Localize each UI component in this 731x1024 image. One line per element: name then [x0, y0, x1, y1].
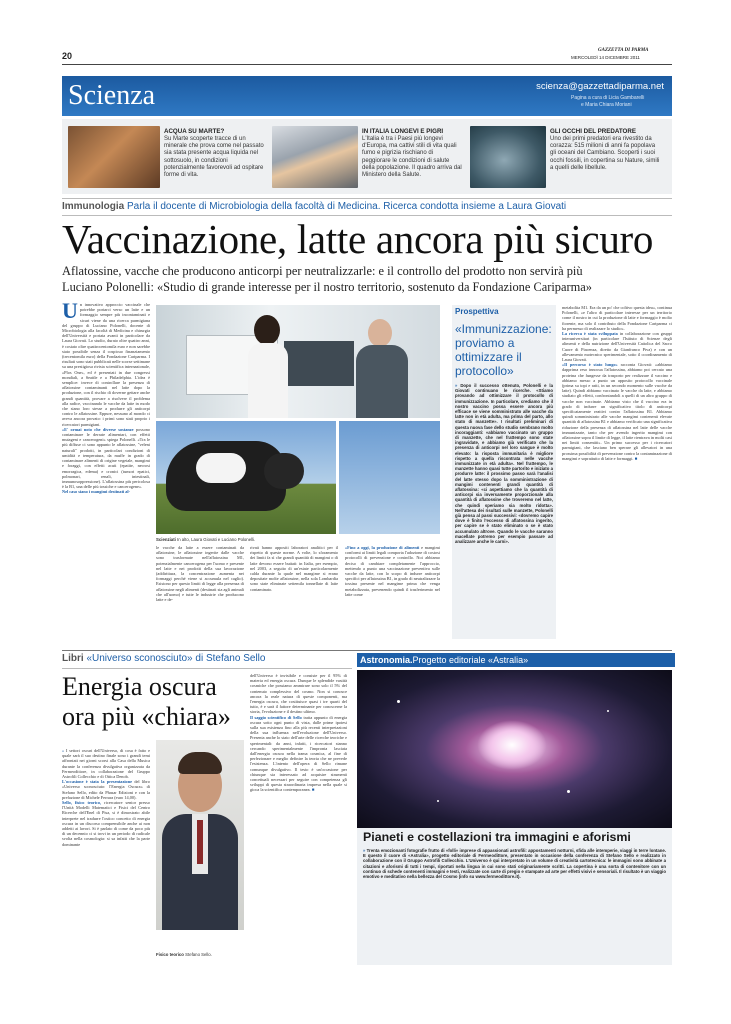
- book-lead-b: L'occasione è stata la presentazione: [62, 779, 132, 785]
- teaser-image-mars: [68, 126, 160, 188]
- section-credit-2: e Maria Chiara Moriani: [581, 102, 632, 108]
- right-text-2: in collaborazione con gruppi interuniversitari (in particolare l'Istituto di Scienze degli alimenti e della nutrizione dell'Università Cattolica del Sacro Cuore di Piacenza, diretto da Gianfranco Piva) e con un allevamento motecnico sperimentale, sotto il coordinamento di Laura Giovati.: [562, 331, 672, 363]
- main-col1-lead2: «E' ormai noto che diverse sostanze: [62, 426, 134, 432]
- main-kicker-label: Immunologia: [62, 201, 125, 212]
- book-text-e: tratta appunto di energia oscura sotto ogni punto di vista, dalle prime ipotesi sulla sua esistenza fino alla più recenti interpretazioni della sua influenza nell'evoluzione dell'Universo. Presenta anche lo stato dell'arte delle ricerche teoriche e sperimentali: da anni, infatti, i ricercatori stanno cercando sperimentalmente l'impronta lasciata dall'energia oscura nella trama cosmica, al fine di perfezionare e meglio definire la teoria che ne prevede l'esistenza. L'intento dell'opera di Sello rimane comunque divulgativo. Il testo è un'occasione per chiunque sia interessato ad acquisire strumenti concettuali necessari per seguire con competenza gli sviluppi di questa straordinaria impresa nella quale si gioca la scientifica contemporanea.: [250, 714, 347, 793]
- photo-sky: [339, 421, 440, 534]
- teaser-text-2: L'Italia è tra i Paesi più longevi d'Europa, ma cattivi stili di vita quali fumo e pigrizia rischiano di peggiorare le condizioni di salute della popolazione. Il quadro arriva dal Ministero della Salute.: [362, 136, 462, 179]
- book-text-b: del libro «Universo sconosciuto: l'Energia Oscura» di Stefano Sello, edito da Phasar Edizioni e con la prefazione di Michele Ferrara (euro 14,00).: [62, 779, 150, 800]
- main-kicker-text: Parla il docente di Microbiologia della facoltà di Medicina. Ricerca condotta insieme a Laura Giovati: [127, 201, 567, 212]
- astro-box: [357, 653, 672, 965]
- book-photo-caption-label: Fisico teorico: [156, 952, 184, 957]
- double-chevron-icon: »: [62, 748, 65, 753]
- book-kicker-text: «Universo sconosciuto» di Stefano Sello: [86, 653, 266, 664]
- main-headline: Vaccinazione, latte ancora più sicuro: [62, 216, 654, 262]
- teaser-title-3: GLI OCCHI DEL PREDATORE: [550, 128, 636, 135]
- teaser-text-1: Su Marte scoperte tracce di un minerale che prova come nel passato sia stata presente acqua liquida nel sottosuolo, in condizioni potenzialmente favorevoli ad ospitare forme di vita.: [164, 136, 264, 179]
- main-column-2: le vacche da latte a essere contaminati da aflatossine, le aflatossine ingerite dalle vacche sono trasformate nell'aflatossina M1, potenzialmente cancerogena per l'uomo e presente nel latte e nei prodotti della sua lavorazione (addirittura, la concentrazione aumenta nei formaggi perché viene si accumula nel caglio). Esistono per questo limiti di legge alla presenza di aflatossine negli alimenti (destinati sia agli animali che all'uomo) e tutte le industrie che producono latte e de-: [156, 545, 244, 603]
- photo-caption: [156, 537, 255, 542]
- photo-scientists: [156, 305, 440, 418]
- prospettiva-box: [452, 305, 556, 639]
- teaser-image-predator: [470, 126, 546, 188]
- astro-kicker-text: Progetto editoriale «Astralia»: [412, 655, 529, 665]
- book-kicker-label: Libri: [62, 653, 84, 664]
- astro-title: Pianeti e costellazioni tra immagini e aforismi: [363, 830, 631, 844]
- prospettiva-label: Prospettiva: [455, 307, 499, 316]
- section-band: [62, 76, 672, 116]
- main-col1-p1: n innovativo approccio vaccinale che potrebbe portarci verso un latte e un formaggio sempre più incontaminati e sicuri viene da una ricerca parmigiana del gruppo di Luciano Polonelli, docente di Microbiologia alla facoltà di Medicina e chirurgia dell'Università e portata avanti in particolare da Laura Giovati. Lo studio, durato oltre quattro anni, è costato oltre quattrocentomila euro e non sarebbe stato possibile senza il cospicuo finanziamento (trecentomila euro) della Fondazione Cariparma. I risultati sono stati pubblicati nelle scorse settimane su una prestigiosa rivista scientifica internazionale, «Plos One», ed è presentati in due congressi mondiali, a Seattle e a Philadelphia. L'idea è semplice: invece di controllare la presenza di aflatossine contaminanti nel latte dopo la produzione, con il rischio di doverne gettare anche grandi quantità, provare a risolvere il problema alla radice, vaccinando le vacche da latte in modo che siano loro stesse a produrre gli anticorpi contro le aflatossine. Eppure, nessuno al mondo ci aveva ancora provato: i primi sono stati proprio i ricercatori parmigiani.: [62, 302, 150, 427]
- double-chevron-icon: »: [455, 383, 458, 388]
- prospettiva-quote: «Immunizzazione: proviamo a ottimizzare il protocollo»: [455, 322, 552, 378]
- book-lead-c: Sello, fisico teorico,: [62, 800, 102, 806]
- section-credit-1: Pagina a cura di Licia Gambarelli: [571, 95, 645, 101]
- teaser-title-2: IN ITALIA LONGEVI E PIGRI: [362, 128, 444, 135]
- end-mark-icon: ■: [634, 455, 638, 461]
- prospettiva-body: Dopo il successo ottenuto, Polonelli e la Giovati continuano le ricerche. «Stiamo provando ad ottimizzare il protocollo di immunizzazione. In particolare, crediamo che il nostro vaccino possa essere ancora più efficace se viene somministrato alle vacche da latte non in età adulta, ma prima del parto, allo stato di manzette». I risultati preliminari di questa nuova fase dello studio sembrano molto incoraggianti: «abbiamo vaccinato un gruppo di manzette, che nel frattempo sono state ingravidate, e abbiamo già verificato che la presenza di anticorpi nel loro sangue è molto elevato: la risposta immunitaria è migliore rispetto a quella riscontrata nelle vacche immunizzate in età adulta». Nel frattempo, le manzette hanno quasi tutte partorito e iniziato a produrre latte: il prossimo passo sarà l'analisi del latte stesso dopo la somministrazione di mangimi contenenti grandi quantità di aflatossina: «ci aspettiamo che la quantità di anticorpi sia inversamente proporzionale alla quantità di aflatossine che troveremo nel latte, che quindi speriamo sia molto ridotta». Nell'attesa dei risultati sulle manzette, Polonelli già pensa al passi successivi: «dovremo capire dove è finito l'eccesso di aflatossina ingerito, per capire se è stato eliminato o se è stato accumulato altrove. Quando le vacche saranno macellate potremo per esempio passare ad analizzare anche le carni».: [455, 383, 553, 545]
- main-subhead-2: Luciano Polonelli: «Studio di grande interesse per il nostro territorio, sostenuto da Fondazione Cariparma»: [62, 280, 592, 294]
- book-column-1: [62, 748, 150, 964]
- astro-body: Trenta emozionanti fotografie frutto di «folli» imprese di appassionati astrofili: appostamenti notturni, sfida alle intemperie, viaggi in terre lontane. E questo il cuore di «Astralia», progetto editoriale di Fermeodittore, presentato in occasione della conferenza di Stefano Sello e realizzato in collaborazione con il Gruppo Astrofili Collecchio. L'Universo è qui interpretato in un volume di creatività cartotecnica: le immagini sono abbinate a citazioni e aforismi di tutti i tempi, riportati nella lingua in cui sono stati originariamente scritti. La copertina è una sorta di contenitore con un continuo di schede contenenti immagini e testi, realizzate con carte di pregio e stampate ad arte per effetti visivi e sensoriali. Il risultato è un viaggio emotivo e meditativo nella bellezza del Cosmo (info su www.fermeodittore.it).: [363, 848, 666, 880]
- main-subhead-1: Aflatossine, vacche che producono anticorpi per neutralizzarle: e il controllo del prodotto non servirà più: [62, 264, 583, 278]
- right-text-1: metabolita M1. Era da un po' che coltivo questa idea», continua Polonelli, «e l'altro di particolare interesse per un territorio come il nostro in cui la produzione di latte e formaggio è molto fiorente, ma solo il contributo della Fondazione Cariparma ci ha permesso di realizzare lo studio».: [562, 305, 672, 331]
- book-column-2: [250, 673, 347, 965]
- main-kicker: [62, 201, 566, 212]
- book-photo-caption: [156, 952, 212, 957]
- astro-text: [363, 848, 666, 918]
- main-col4-text: e mangimi conformi ai limiti legali comporta l'adozione di costosi protocolli di prevenzione e controllo. Noi abbiamo deciso di cambiare completamente l'approccio, mettendo a punto una vaccinazione preventiva sulle vacche da latte, con lo scopo di indurre anticorpi specifici per aflatossina B1, in grado di neutralizzare la tossina presente nel mangime prima che venga metabolizzata, prevenendo quindi il trasferimento nel latte come: [345, 545, 440, 597]
- main-column-4: [345, 545, 440, 637]
- main-col1-p2: possono contaminare le derrate alimentari, con effetti mutageni e cancerogeni» spiega Polonelli. «Tra le più diffuse ci sono appunto le aflatossine, "veleni naturali" prodotti, in particolari condizioni di umidità e temperatura, da muffe in grado di contaminare alimenti di origine vegetale, mangimi e foraggi, con effetti acuti (epatite, necrosi emorragica, edema) e cronici (tumori epatici, polmonari, renali, intestinali, immunosoppressione). L'aflatossina più pericolosa è la B1, una delle più tossiche e cancerogene».: [62, 426, 150, 490]
- book-text-a: I settori oscuri dell'Universo, di cosa è fatto e quale sarà il suo destino finale sono i grandi temi affrontati nei giorni scorsi alla Casa della Musica durante la conferenza divulgativa organizzata da Fermeodittore, in collaborazione del Gruppo Astrofili Collecchio e di Ottica Denob.: [62, 748, 150, 780]
- right-text-3: racconta Giovati: «abbiamo dapprima reso innocua l'aflatossina, abbiamo poi cercato una proteina che fungesse da trasporto per realizzare il vaccino e abbiamo messo a punto un apposito protocollo vaccinale (prima su topi e ratti, in un secondo momento sulle vacche da latte). Quindi abbiamo vaccinato le vacche da latte, e abbiamo studiato gli effetti, confrontandoli a quelli di un altro gruppo di vacche non vaccinate. Abbiamo visto che il vaccino era in grado di indurre un significativo titolo di anticorpi specificatamente reattivi contro l'aflatossina B1. Abbiamo quindi somministrato alle vacche mangimi contenenti elevate quantità di aflatossina B1 e abbiamo verificato una significativa riduzione della presenza di aflatossina nel latte delle vacche immunizzate, tanto che per avendo ingerito mangimi con aflatossine sopra il limite di legge, il latte rientrava in molti casi nei limiti consentiti». Un primo successo per i ricercatori parmigiani, che lasciano ben sperare gli allevatori in una prossima possibilità di prevenzione contro la contaminazione di mangimi e soprattutto di latte e formaggi.: [562, 362, 672, 461]
- photo-cow: [156, 421, 336, 534]
- right-lead-2: La ricerca è stata sviluppata: [562, 331, 618, 337]
- page-number: 20: [62, 51, 73, 61]
- masthead: GAZZETTA DI PARMA: [598, 48, 649, 53]
- main-column-right: [562, 305, 672, 639]
- double-chevron-icon: »: [363, 848, 366, 853]
- prospettiva-text: [455, 383, 553, 637]
- main-column-3: rivati hanno appositi laboratori analitici per il rispetto di queste norme. A volte, lo sforamento dei limiti fa sì che grandi quantità di mangimi o di latte devono essere buttati: in Italia, per esempio, nel 2003, a seguito di un'estate particolarmente calda durante la quale nel mangime si erano depositate molte aflatossine, nella sola Lombardia sono state eliminate settemila tonnellate di latte contaminato.: [250, 545, 338, 592]
- drop-cap: U: [62, 302, 78, 323]
- astro-text-panel: [357, 828, 672, 965]
- teaser-text-3: Uno dei primi predatori era rivestito da corazza: 515 milioni di anni fa popolava gli oceani del Cambiano. Scoperti i suoi occhi fossili, in copertina su Nature, simili a quelli delle libellule.: [550, 136, 660, 171]
- book-text-c: ricercatore senior presso l'Unità Modelli Matematici e Fisici del Centro Ricerche dell'Enel di Pisa, si è dimostrato abile interprete nel tradurre l'ostico concetto di energia oscura in un discorso comprensibile anche ai non addetti ai lavori. Si è parlato di come da poco più di un decennio ci si trovi in un periodo di radicale svolta nella cosmologia: si sa infatti che la parte dominante: [62, 800, 150, 847]
- main-col4-lead: «Fino a oggi, la produzione di alimenti: [345, 545, 420, 550]
- right-lead-3: «Il percorso è stato lungo»: [562, 362, 618, 368]
- teaser-title-1: ACQUA SU MARTE?: [164, 128, 225, 135]
- book-photo-caption-text: Stefano Sello.: [185, 952, 212, 957]
- book-text-d: dell'Universo è invisibile e consiste per il 95% di materia ed energia oscura. Dunque le splendide vastità cosmiche che possiamo ammirare sono solo il 5% del contenuto complessivo del cosmo. Non si conosce ancora la reale natura di queste componenti, ma l'energia oscura, che costituisce quasi i tre quarti del tutto, è e sarà il fattore determinante per conoscerne la storia, l'evoluzione e il destino ultimo.: [250, 673, 347, 715]
- astro-nebula-image: [357, 670, 672, 828]
- teaser-image-cigarette: [272, 126, 358, 188]
- book-kicker: [62, 653, 265, 664]
- photo-caption-label: Scienziati: [156, 537, 176, 542]
- astro-kicker: [357, 653, 675, 667]
- book-headline-1: Energia oscura: [62, 672, 217, 701]
- book-lead-e: Il saggio scientifico di Sello: [250, 714, 302, 720]
- section-email[interactable]: scienza@gazzettadiparma.net: [536, 81, 664, 92]
- photo-stefano-sello: [156, 740, 244, 930]
- page-date: MERCOLEDÌ 14 DICEMBRE 2011: [571, 55, 640, 60]
- astro-kicker-label: Astronomia.: [360, 655, 413, 665]
- main-column-1: [62, 302, 150, 638]
- section-title: Scienza: [68, 80, 156, 111]
- end-mark-icon: ■: [311, 787, 315, 793]
- book-headline-2: ora più «chiara»: [62, 702, 231, 731]
- main-col1-lead3: Nel caso siano i mangimi destinati al-: [62, 489, 131, 495]
- photo-caption-text: In alto, Laura Giovati e Luciano Polonelli.: [177, 537, 256, 542]
